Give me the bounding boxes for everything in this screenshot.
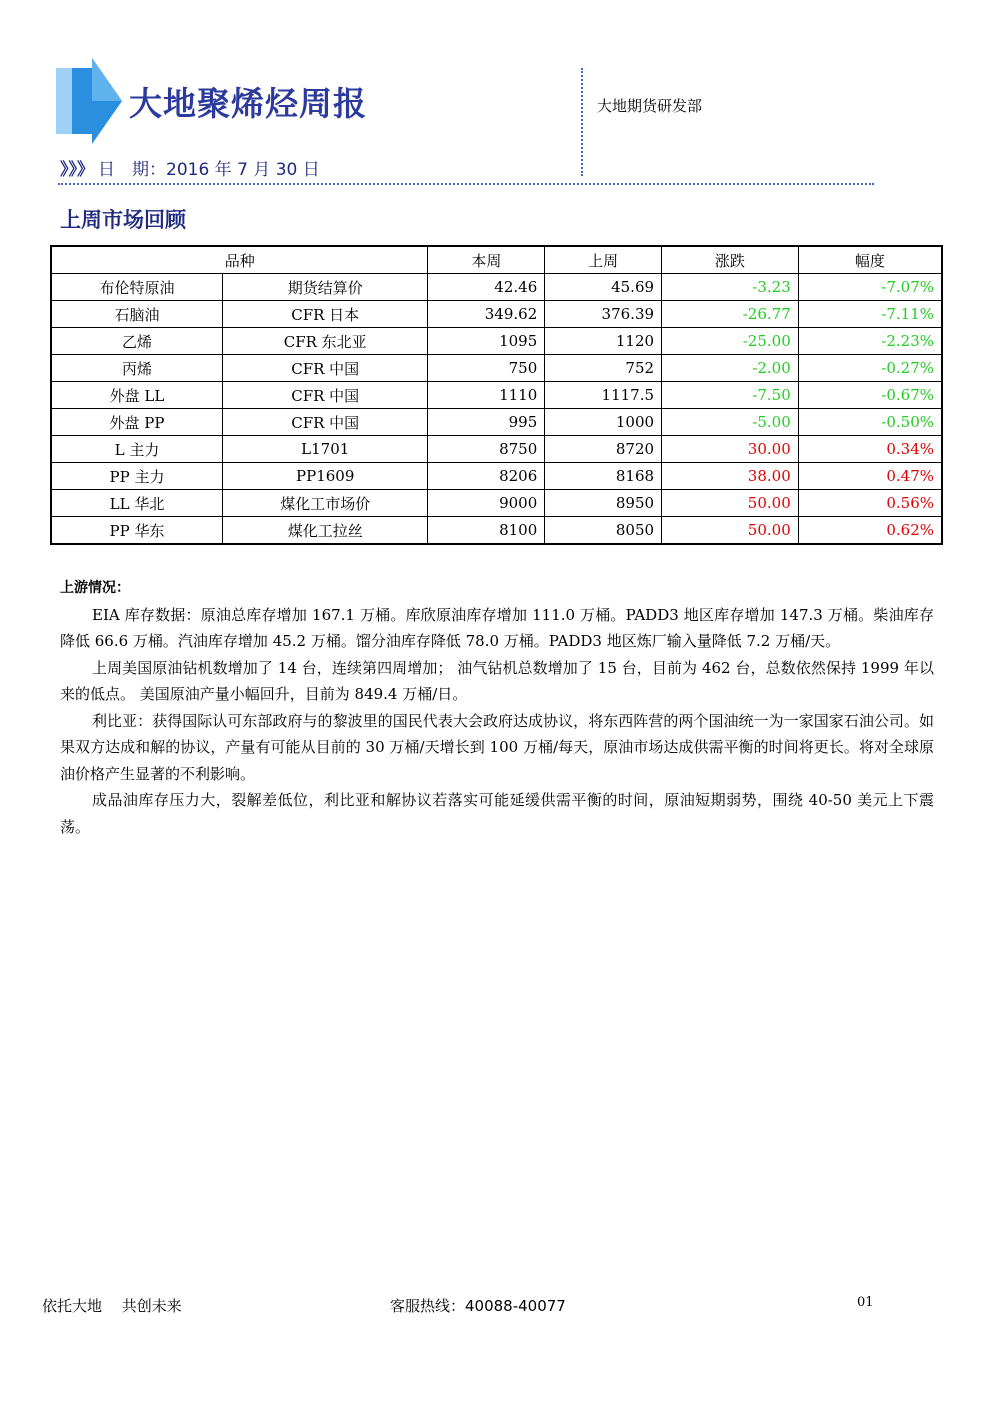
cell-name: 外盘 LL xyxy=(51,382,222,409)
cell-this-week: 995 xyxy=(428,409,545,436)
cell-spec: CFR 中国 xyxy=(222,409,427,436)
cell-spec: CFR 中国 xyxy=(222,382,427,409)
page-number: 01 xyxy=(857,1295,874,1310)
cell-spec: L1701 xyxy=(222,436,427,463)
cell-last-week: 1000 xyxy=(545,409,662,436)
cell-spec: CFR 中国 xyxy=(222,355,427,382)
cell-change: -2.00 xyxy=(662,355,799,382)
cell-last-week: 752 xyxy=(545,355,662,382)
cell-last-week: 8050 xyxy=(545,517,662,545)
cell-spec: PP1609 xyxy=(222,463,427,490)
cell-this-week: 9000 xyxy=(428,490,545,517)
cell-this-week: 1095 xyxy=(428,328,545,355)
cell-last-week: 8720 xyxy=(545,436,662,463)
cell-name: 布伦特原油 xyxy=(51,274,222,301)
cell-change: 30.00 xyxy=(662,436,799,463)
table-row xyxy=(51,517,942,545)
report-date: 日 期：2016 年 7 月 30 日 xyxy=(98,160,320,180)
cell-pct: -2.23% xyxy=(798,328,942,355)
logo-arrow-icon xyxy=(52,58,122,144)
cell-spec: CFR 日本 xyxy=(222,301,427,328)
market-table xyxy=(50,245,943,545)
cell-last-week: 8168 xyxy=(545,463,662,490)
cell-this-week: 1110 xyxy=(428,382,545,409)
table-row xyxy=(51,463,942,490)
cell-this-week: 349.62 xyxy=(428,301,545,328)
horizontal-divider xyxy=(58,183,874,185)
cell-change: -26.77 xyxy=(662,301,799,328)
cell-name: PP 主力 xyxy=(51,463,222,490)
cell-name: 石脑油 xyxy=(51,301,222,328)
cell-name: 外盘 PP xyxy=(51,409,222,436)
cell-name: PP 华东 xyxy=(51,517,222,545)
cell-name: 乙烯 xyxy=(51,328,222,355)
cell-change: 50.00 xyxy=(662,517,799,545)
chevrons-icon: 》》》 xyxy=(60,160,94,180)
cell-change: 38.00 xyxy=(662,463,799,490)
cell-pct: 0.47% xyxy=(798,463,942,490)
table-row xyxy=(51,355,942,382)
cell-this-week: 750 xyxy=(428,355,545,382)
upstream-paragraph: EIA 库存数据：原油总库存增加 167.1 万桶。库欣原油库存增加 111.0 万桶。PADD3 地区库存增加 147.3 万桶。柴油库存降低 66.6 万桶。汽油库存增加 45.2 万桶。馏分油库存降低 78.0 万桶。PADD3 地区炼厂输入量降低 7.2 万桶/天。 xyxy=(60,605,934,650)
cell-this-week: 8100 xyxy=(428,517,545,545)
header-last-week: 上周 xyxy=(545,246,662,274)
cell-last-week: 45.69 xyxy=(545,274,662,301)
department-label: 大地期货研发部 xyxy=(597,97,703,115)
cell-this-week: 8206 xyxy=(428,463,545,490)
cell-last-week: 1117.5 xyxy=(545,382,662,409)
cell-last-week: 1120 xyxy=(545,328,662,355)
cell-this-week: 42.46 xyxy=(428,274,545,301)
table-row xyxy=(51,328,942,355)
cell-change: -5.00 xyxy=(662,409,799,436)
cell-this-week: 8750 xyxy=(428,436,545,463)
upstream-paragraph: 成品油库存压力大，裂解差低位，利比亚和解协议若落实可能延缓供需平衡的时间，原油短期弱势，围绕 40-50 美元上下震荡。 xyxy=(60,791,934,836)
vertical-divider xyxy=(581,68,583,176)
cell-last-week: 376.39 xyxy=(545,301,662,328)
table-row xyxy=(51,301,942,328)
cell-last-week: 8950 xyxy=(545,490,662,517)
cell-spec: 煤化工拉丝 xyxy=(222,517,427,545)
table-row xyxy=(51,490,942,517)
upstream-paragraph: 利比亚：获得国际认可东部政府与的黎波里的国民代表大会政府达成协议，将东西阵营的两个国油统一为一家国家石油公司。如果双方达成和解的协议，产量有可能从目前的 30 万桶/天增长到 100 万桶/每天，原油市场达成供需平衡的时间将更长。将对全球原油价格产生显著的不利影响。 xyxy=(60,711,934,783)
report-title: 大地聚烯烃周报 xyxy=(129,84,367,123)
header-variety: 品种 xyxy=(51,246,428,274)
cell-spec: CFR 东北亚 xyxy=(222,328,427,355)
cell-pct: -0.67% xyxy=(798,382,942,409)
section-title: 上周市场回顾 xyxy=(60,208,186,232)
cell-spec: 期货结算价 xyxy=(222,274,427,301)
header-change: 涨跌 xyxy=(662,246,799,274)
header-pct: 幅度 xyxy=(798,246,942,274)
upstream-paragraph: 上周美国原油钻机数增加了 14 台，连续第四周增加； 油气钻机总数增加了 15 台，目前为 462 台，总数依然保持 1999 年以来的低点。 美国原油产量小幅回升，目前为 849.4 万桶/日。 xyxy=(60,658,934,703)
cell-pct: -7.11% xyxy=(798,301,942,328)
cell-change: -7.50 xyxy=(662,382,799,409)
cell-pct: -0.50% xyxy=(798,409,942,436)
upstream-title: 上游情况： xyxy=(60,580,130,596)
cell-name: 丙烯 xyxy=(51,355,222,382)
table-row xyxy=(51,409,942,436)
cell-name: L 主力 xyxy=(51,436,222,463)
cell-name: LL 华北 xyxy=(51,490,222,517)
cell-pct: 0.56% xyxy=(798,490,942,517)
footer-hotline: 客服热线：40088-40077 xyxy=(390,1297,566,1315)
table-row xyxy=(51,274,942,301)
table-header-row xyxy=(51,246,942,274)
table-row xyxy=(51,436,942,463)
cell-spec: 煤化工市场价 xyxy=(222,490,427,517)
cell-change: -3.23 xyxy=(662,274,799,301)
footer-slogan: 依托大地 共创未来 xyxy=(42,1297,182,1315)
cell-change: -25.00 xyxy=(662,328,799,355)
header-this-week: 本周 xyxy=(428,246,545,274)
date-line xyxy=(60,155,320,180)
upstream-section xyxy=(60,575,934,840)
cell-pct: 0.34% xyxy=(798,436,942,463)
table-row xyxy=(51,382,942,409)
cell-pct: 0.62% xyxy=(798,517,942,545)
cell-change: 50.00 xyxy=(662,490,799,517)
cell-pct: -0.27% xyxy=(798,355,942,382)
cell-pct: -7.07% xyxy=(798,274,942,301)
